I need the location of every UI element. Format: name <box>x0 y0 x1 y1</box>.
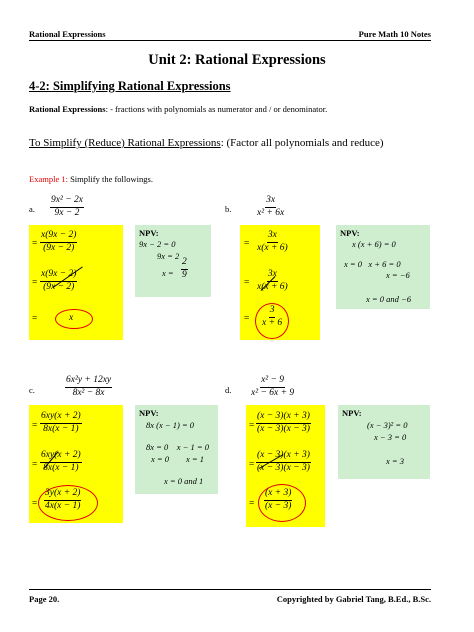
part-c-npv-title: NPV: <box>139 408 159 418</box>
part-a-step1: $\frac{x(9x - 2)}{(9x - 2)}$ <box>41 230 77 253</box>
definition-text: : - fractions with polynomials as numerator and / or denominator. <box>105 104 328 114</box>
definition <box>29 104 327 114</box>
example-heading <box>29 174 153 184</box>
part-c-answer: $\frac{3y(x + 2)}{4x(x - 1)}$ <box>45 488 81 511</box>
part-a-step2: $\frac{x(9x - 2)}{(9x - 2)}$ <box>41 269 77 292</box>
part-a-label: a. <box>29 204 35 214</box>
copyright: Copyrighted by Gabriel Tang, B.Ed., B.Sc. <box>276 594 431 604</box>
header-rule <box>29 40 431 41</box>
part-b-problem: $\frac{3x}{\text{x² + 6x}}$ <box>257 195 285 218</box>
page-title: Unit 2: Rational Expressions <box>148 52 326 68</box>
simplify-heading: To Simplify (Reduce) Rational Expressions <box>29 137 221 149</box>
example-label: Example 1: <box>29 174 68 184</box>
part-c-label: c. <box>29 385 35 395</box>
part-a-answer-circle <box>55 309 93 329</box>
part-d-label: d. <box>225 385 232 395</box>
part-b-step2: $\frac{3x}{x(x + 6)}$ <box>257 269 288 292</box>
part-d-npv-title: NPV: <box>342 408 362 418</box>
part-d-step1: $\frac{(x - 3)(x + 3)}{(x - 3)(x - 3)}$ <box>257 411 310 434</box>
footer-rule <box>29 589 431 590</box>
header-left: Rational Expressions <box>29 29 106 39</box>
part-d-step2: $\frac{(x - 3)(x + 3)}{(x - 3)(x - 3)}$ <box>257 450 310 473</box>
part-a-answer: x <box>69 313 74 323</box>
simplify-text: : (Factor all polynomials and reduce) <box>220 137 384 149</box>
example-text: Simplify the followings. <box>67 174 153 184</box>
section-subtitle: 4-2: Simplifying Rational Expressions <box>29 79 231 93</box>
part-d-problem: $\frac{\text{x² − 9}}{\text{x² − 6x + 9}}$ <box>251 375 295 398</box>
part-c-step1: $\frac{6xy(x + 2)}{8x(x - 1)}$ <box>41 411 81 434</box>
header-right: Pure Math 10 Notes <box>358 29 431 39</box>
part-c-step2: $\frac{6xy(x + 2)}{8x(x - 1)}$ <box>41 450 81 473</box>
part-a-problem: $\frac{\text{9x² − 2x}}{9x - 2}$ <box>51 195 83 218</box>
page-number: Page 20. <box>29 594 60 604</box>
part-a-npv-fraction: $\frac{2}{9}$ <box>182 257 187 280</box>
part-a-npv-title: NPV: <box>139 228 159 238</box>
part-b-label: b. <box>225 204 232 214</box>
part-c-problem: $\frac{\text{6x²y + 12xy}}{\text{8x² − 8x}}$ <box>66 375 112 398</box>
part-b-step1: $\frac{3x}{x(x + 6)}$ <box>257 230 288 253</box>
definition-term: Rational Expressions <box>29 104 106 114</box>
simplify-instruction <box>29 137 384 149</box>
part-b-answer: $\frac{3}{x + 6}$ <box>262 305 283 328</box>
part-d-answer: $\frac{(x + 3)}{(x - 3)}$ <box>265 488 292 511</box>
part-b-npv-title: NPV: <box>340 228 360 238</box>
